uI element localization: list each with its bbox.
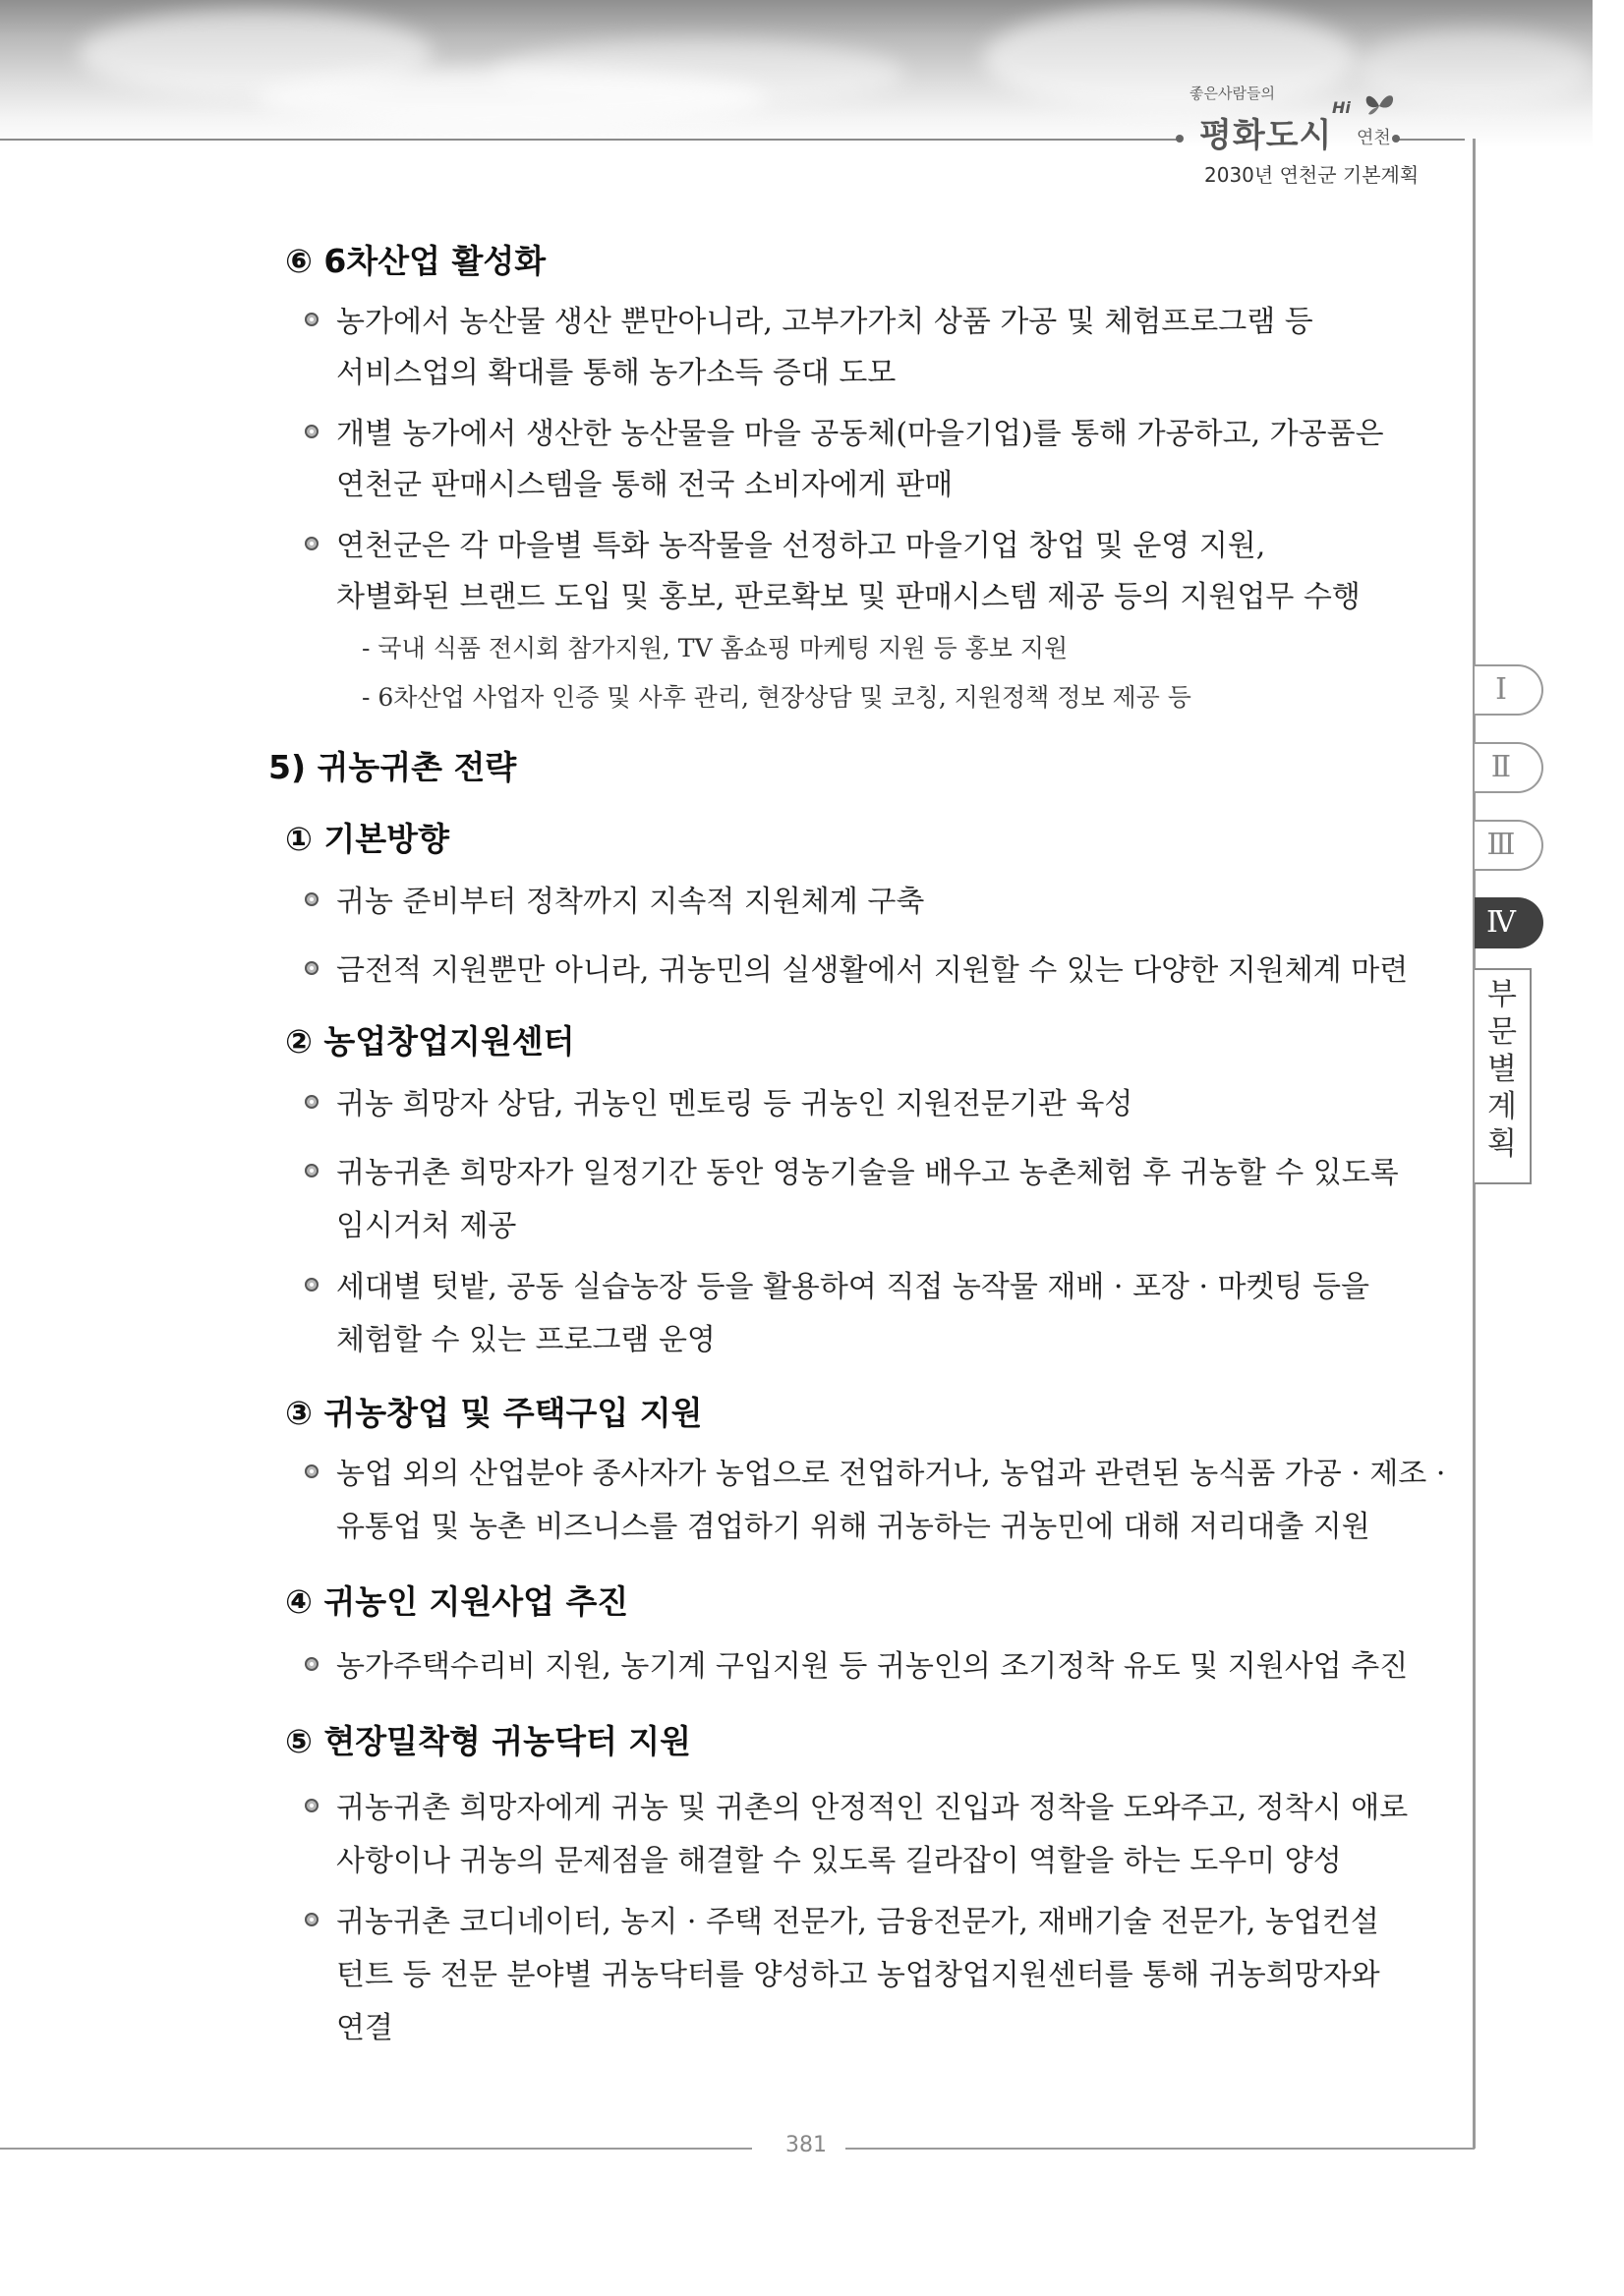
logo-city-text: 연천 [1357,128,1391,148]
bullet-icon [305,1164,319,1177]
section-heading: ① 기본방향 [285,820,449,858]
page-number: 381 [785,2133,827,2157]
bullet-icon [305,537,319,550]
paragraph-line: 농가에서 농산물 생산 뿐만아니라, 고부가가치 상품 가공 및 체험프로그램 등 [336,305,1313,339]
tab-chapter-2[interactable]: Ⅱ [1475,742,1543,793]
paragraph-line: 귀농 희망자 상담, 귀농인 멘토링 등 귀농인 지원전문기관 육성 [336,1087,1133,1121]
sub-item: - 6차산업 사업자 인증 및 사후 관리, 현장상담 및 코칭, 지원정책 정보 제공 등 [362,683,1191,712]
bullet-icon [305,1913,319,1926]
bullet-icon [305,313,319,326]
paragraph-line: 임시거처 제공 [336,1209,517,1243]
tab-chapter-1[interactable]: Ⅰ [1475,664,1543,716]
logo-hi-text: Hi [1332,98,1351,117]
paragraph-line: 개별 농가에서 생산한 농산물을 마을 공동체(마을기업)를 통해 가공하고, 가공품은 [336,417,1384,451]
logo-tagline: 좋은사람들의 [1189,85,1275,102]
chapter-heading: 5) 귀농귀촌 전략 [268,748,517,786]
tab-chapter-4[interactable]: Ⅳ [1475,897,1543,948]
paragraph-line: 농업 외의 산업분야 종사자가 농업으로 전업하거나, 농업과 관련된 농식품 가공 · 제조 · [336,1457,1446,1491]
bullet-icon [305,1464,319,1478]
paragraph-line: 서비스업의 확대를 통해 농가소득 증대 도모 [336,356,897,390]
section-heading: ⑥ 6차산업 활성화 [285,242,547,280]
paragraph-line: 연천군은 각 마을별 특화 농작물을 선정하고 마을기업 창업 및 운영 지원, [336,529,1266,563]
sub-item: - 국내 식품 전시회 참가지원, TV 홈쇼핑 마케팅 지원 등 홍보 지원 [362,634,1069,662]
section-heading: ④ 귀농인 지원사업 추진 [285,1582,629,1621]
tab-chapter-3[interactable]: Ⅲ [1475,820,1543,871]
paragraph-line: 귀농귀촌 희망자가 일정기간 동안 영농기술을 배우고 농촌체험 후 귀농할 수 있도록 [336,1156,1399,1190]
bullet-icon [305,961,319,975]
paragraph-line: 귀농귀촌 희망자에게 귀농 및 귀촌의 안정적인 진입과 정착을 도와주고, 정착시 애로 [336,1791,1409,1825]
paragraph-line: 연결 [336,2011,393,2045]
logo-main-text: 평화도시 [1199,116,1333,155]
section-heading: ⑤ 현장밀착형 귀농닥터 지원 [285,1722,692,1760]
paragraph-line: 농가주택수리비 지원, 농기계 구입지원 등 귀농인의 조기정착 유도 및 지원사업 추진 [336,1649,1409,1684]
bullet-icon [305,1095,319,1109]
paragraph-line: 유통업 및 농촌 비즈니스를 겸업하기 위해 귀농하는 귀농민에 대해 저리대출 지원 [336,1510,1370,1544]
bullet-icon [305,425,319,438]
paragraph-line: 귀농 준비부터 정착까지 지속적 지원체계 구축 [336,885,925,919]
paragraph-line: 귀농귀촌 코디네이터, 농지 · 주택 전문가, 금융전문가, 재배기술 전문가, 농업컨설 [336,1905,1379,1939]
document-subtitle: 2030년 연천군 기본계획 [1204,163,1420,187]
paragraph-line: 차별화된 브랜드 도입 및 홍보, 판로확보 및 판매시스템 제공 등의 지원업무 수행 [336,580,1361,614]
paragraph-line: 금전적 지원뿐만 아니라, 귀농민의 실생활에서 지원할 수 있는 다양한 지원체계 마련 [336,953,1409,988]
bullet-icon [305,1657,319,1671]
bullet-icon [305,1278,319,1292]
paragraph-line: 세대별 텃밭, 공동 실습농장 등을 활용하여 직접 농작물 재배 · 포장 · 마켓팅 등을 [336,1270,1369,1304]
bullet-icon [305,1799,319,1812]
bullet-icon [305,892,319,906]
section-heading: ② 농업창업지원센터 [285,1022,575,1061]
section-heading: ③ 귀농창업 및 주택구입 지원 [285,1394,703,1432]
paragraph-line: 체험할 수 있는 프로그램 운영 [336,1323,716,1357]
paragraph-line: 연천군 판매시스템을 통해 전국 소비자에게 판매 [336,468,954,502]
paragraph-line: 사항이나 귀농의 문제점을 해결할 수 있도록 길라잡이 역할을 하는 도우미 양성 [336,1844,1342,1878]
paragraph-line: 턴트 등 전문 분야별 귀농닥터를 양성하고 농업창업지원센터를 통해 귀농희망자와 [336,1958,1380,1992]
side-chapter-label-text: 부문별 계획 [1487,977,1517,1162]
